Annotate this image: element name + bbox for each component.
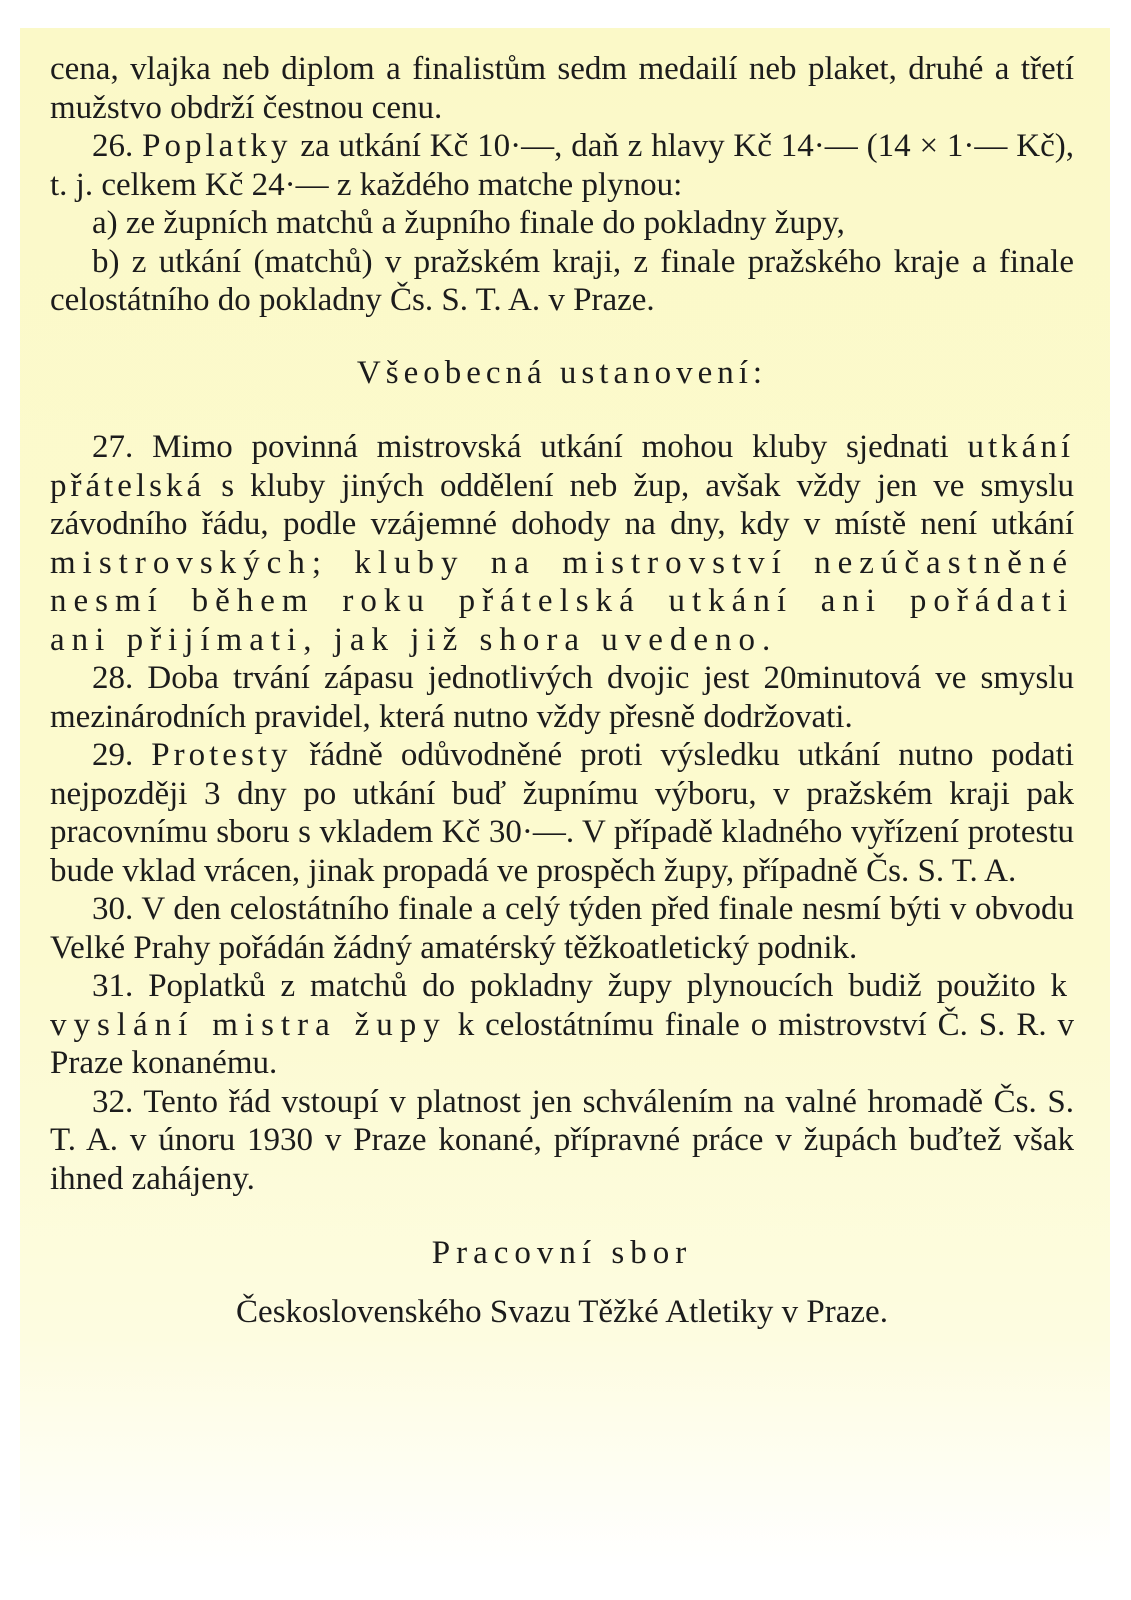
article-text: s kluby jiných oddělení neb žup, avšak vždy jen ve smyslu závodního řádu, podle vzájemné dohody na dny, kdy v místě není utkání xyxy=(50,467,1075,542)
article-26 xyxy=(50,127,1074,204)
article-text: za utkání Kč 10·—, daň z hlavy Kč 14·— (14 × 1·— Kč), t. j. celkem Kč 24·— z každého matche plynou: xyxy=(50,128,1074,203)
article-text: Doba trvání zápasu jednotlivých dvojic jest 20minutová ve smyslu mezinárodních pravidel, která nutno vždy přesně dodržovati. xyxy=(50,660,1074,735)
spaced-term: Protesty xyxy=(151,737,292,773)
article-31 xyxy=(50,967,1074,1083)
spaced-term: k vyslání mistra župy xyxy=(50,968,1075,1043)
article-number: 28. xyxy=(92,660,134,696)
article-32 xyxy=(50,1083,1074,1199)
article-number: 30. xyxy=(92,891,134,927)
article-29 xyxy=(50,736,1074,890)
article-number: 26. xyxy=(92,128,134,164)
article-27 xyxy=(50,428,1074,659)
article-text: V den celostátního finale a celý týden před finale nesmí býti v obvodu Velké Prahy pořádán žádný amatérský těžkoatletický podnik. xyxy=(50,891,1074,966)
article-number: 27. xyxy=(92,429,134,465)
article-number: 31. xyxy=(92,968,134,1004)
spaced-term: Poplatky xyxy=(142,128,292,164)
section-heading: Všeobecná ustanovení: xyxy=(356,354,768,391)
article-text: Mimo povinná mistrovská utkání mohou kluby sjednati xyxy=(152,429,949,465)
article-text: k celostátnímu finale o mistrovství Č. S. R. v Praze konanému. xyxy=(50,1006,1074,1081)
article-text: Poplatků z matchů do pokladny župy plynoucích budiž použito xyxy=(148,968,1036,1004)
intro-paragraph: cena, vlajka neb diplom a finalistům sedm medailí neb plaket, druhé a třetí mužstvo obdrží čestnou cenu. xyxy=(50,51,1074,126)
article-number: 32. xyxy=(92,1083,134,1120)
text-column xyxy=(50,50,1074,1331)
signature-title: Pracovní sbor xyxy=(431,1235,693,1271)
article-26-item-a: a) ze župních matchů a župního finale do pokladny župy, xyxy=(92,205,845,241)
signature-organization: Československého Svazu Těžké Atletiky v Praze. xyxy=(236,1293,888,1330)
article-30 xyxy=(50,890,1074,967)
article-text: řádně odůvodněné proti výsledku utkání nutno podati nejpozději 3 dny po utkání buď župnímu výboru, v pražském kraji pak pracovnímu sboru s vkladem Kč 30·—. V případě kladného vyřízení protestu bude vklad vrácen, jinak propadá ve prospěch župy, případně Čs. S. T. A. xyxy=(50,737,1074,889)
article-28 xyxy=(50,659,1074,736)
signature-block xyxy=(50,1234,1074,1331)
article-26-item-b: b) z utkání (matchů) v pražském kraji, z finale pražského kraje a finale celostátního do pokladny Čs. S. T. A. v Praze. xyxy=(50,243,1074,318)
article-text: Tento řád vstoupí v platnost jen schválením na valné hromadě Čs. S. T. A. v únoru 1930 v Praze konané, přípravné práce v župách buďtež však ihned zahájeny. xyxy=(50,1083,1074,1197)
spaced-term: utkání přátelská xyxy=(50,429,1074,504)
spaced-term: mistrovských; kluby na mistrovství nezúčastněné nesmí během roku přátelská utkání ani pořádati ani přijímati, jak již shora uvedeno. xyxy=(50,544,1074,658)
document-page xyxy=(20,28,1110,1568)
article-number: 29. xyxy=(92,737,134,773)
